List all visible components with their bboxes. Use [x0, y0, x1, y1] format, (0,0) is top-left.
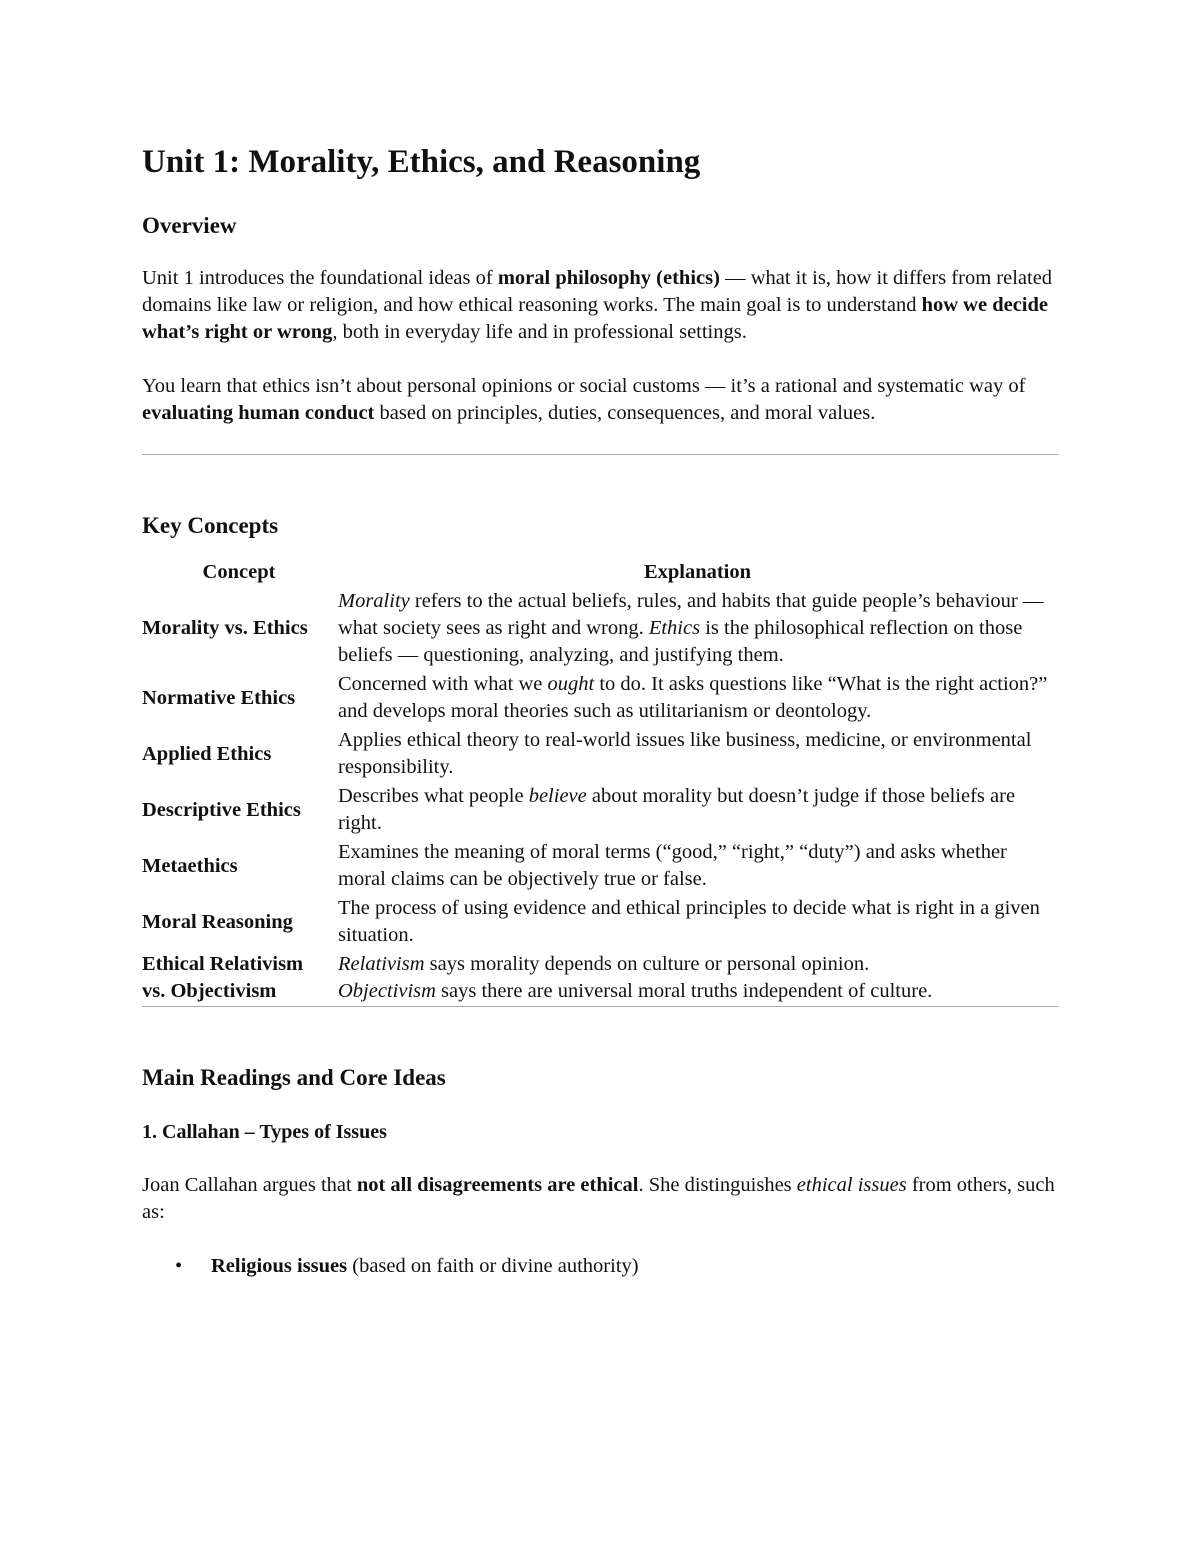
explanation-cell [336, 587, 1059, 670]
concept-cell: Morality vs. Ethics [142, 617, 308, 639]
text-run: based on principles, duties, consequences, and moral values. [374, 402, 876, 424]
overview-paragraph-2 [142, 373, 1059, 427]
italic-run: ought [547, 673, 595, 695]
readings-heading: Main Readings and Core Ideas [142, 1065, 446, 1090]
column-header-explanation: Explanation [643, 561, 752, 583]
table-header-row [142, 557, 1059, 587]
overview-heading: Overview [142, 213, 237, 238]
key-concepts-table [142, 557, 1059, 1006]
text-run: refers to the actual beliefs, rules, and habits that guide people’s behaviour — what society sees as right and wrong. [338, 590, 1044, 639]
explanation-cell [336, 782, 1059, 838]
italic-run: Ethics [648, 617, 701, 639]
text-run: says morality depends on culture or personal opinion. [424, 953, 870, 975]
bold-run: how we decide what’s right or wrong [142, 294, 1048, 343]
table-row [142, 587, 1059, 670]
text-run: to do. It asks questions like “What is the right action?” and develops moral theories such as utilitarianism or deontology. [338, 673, 1048, 722]
text-run: from others, such as: [142, 1174, 1055, 1223]
explanation-cell [336, 726, 1059, 782]
concept-line: vs. Objectivism [142, 980, 277, 1002]
bold-run: not all disagreements are ethical [356, 1174, 639, 1196]
text-run: You learn that ethics isn’t about personal opinions or social customs — it’s a rational and systematic way of [142, 375, 1026, 397]
concept-cell: Moral Reasoning [142, 910, 293, 933]
table-row [142, 838, 1059, 894]
concept-cell: Applied Ethics [142, 742, 272, 765]
bullet-icon: • [175, 1255, 183, 1277]
italic-run: Relativism [338, 953, 425, 975]
explanation-cell [336, 838, 1059, 894]
table-row [142, 950, 1059, 1006]
text-run: Applies ethical theory to real-world issues like business, medicine, or environmental responsibility. [338, 729, 1032, 778]
bold-run: Religious issues [211, 1255, 348, 1277]
concept-cell [142, 950, 336, 1006]
bold-run: moral philosophy (ethics) [497, 267, 720, 289]
page-title: Unit 1: Morality, Ethics, and Reasoning [142, 144, 701, 180]
concept-cell: Normative Ethics [142, 686, 296, 709]
key-concepts-heading: Key Concepts [142, 513, 279, 538]
table-row [142, 894, 1059, 950]
table-row [142, 670, 1059, 726]
callahan-paragraph [142, 1172, 1059, 1226]
table-bottom-rule [142, 1006, 1059, 1007]
italic-run: Objectivism [338, 980, 436, 1002]
document-page [142, 140, 1059, 1280]
issues-list [142, 1253, 1059, 1280]
text-run: Concerned with what we [338, 673, 548, 695]
concept-cell: Metaethics [142, 854, 238, 877]
text-run: says there are universal moral truths independent of culture. [435, 980, 933, 1002]
table-row [142, 726, 1059, 782]
column-header-concept: Concept [202, 561, 276, 583]
italic-run: Morality [338, 590, 410, 612]
text-run: (based on faith or divine authority) [347, 1255, 639, 1277]
text-run: — what it is, how it differs from related domains like law or religion, and how ethical reasoning works. The main goal is to understand [142, 267, 1053, 316]
section-divider [142, 454, 1059, 455]
concept-line: Ethical Relativism [142, 953, 304, 975]
text-run: Unit 1 introduces the foundational ideas of [142, 267, 498, 289]
concept-cell: Descriptive Ethics [142, 798, 301, 821]
text-run: The process of using evidence and ethical principles to decide what is right in a given situation. [338, 897, 1040, 946]
callahan-subheading: 1. Callahan – Types of Issues [142, 1121, 387, 1143]
text-run: Describes what people [338, 785, 529, 807]
explanation-cell [336, 950, 1059, 1006]
italic-run: believe [528, 785, 587, 807]
bold-run: evaluating human conduct [142, 402, 375, 424]
overview-paragraph-1 [142, 265, 1059, 346]
text-run: . She distinguishes [638, 1174, 797, 1196]
text-run: , both in everyday life and in professional settings. [332, 321, 747, 343]
text-run: Examines the meaning of moral terms (“good,” “right,” “duty”) and asks whether moral claims can be objectively true or false. [338, 841, 1007, 890]
explanation-cell [336, 894, 1059, 950]
text-run: is the philosophical reflection on those beliefs — questioning, analyzing, and justifying them. [338, 617, 1023, 666]
text-run: Joan Callahan argues that [142, 1174, 357, 1196]
list-item [142, 1253, 1059, 1280]
table-row [142, 782, 1059, 838]
italic-run: ethical issues [796, 1174, 907, 1196]
text-run: about morality but doesn’t judge if those beliefs are right. [338, 785, 1016, 834]
explanation-cell [336, 670, 1059, 726]
